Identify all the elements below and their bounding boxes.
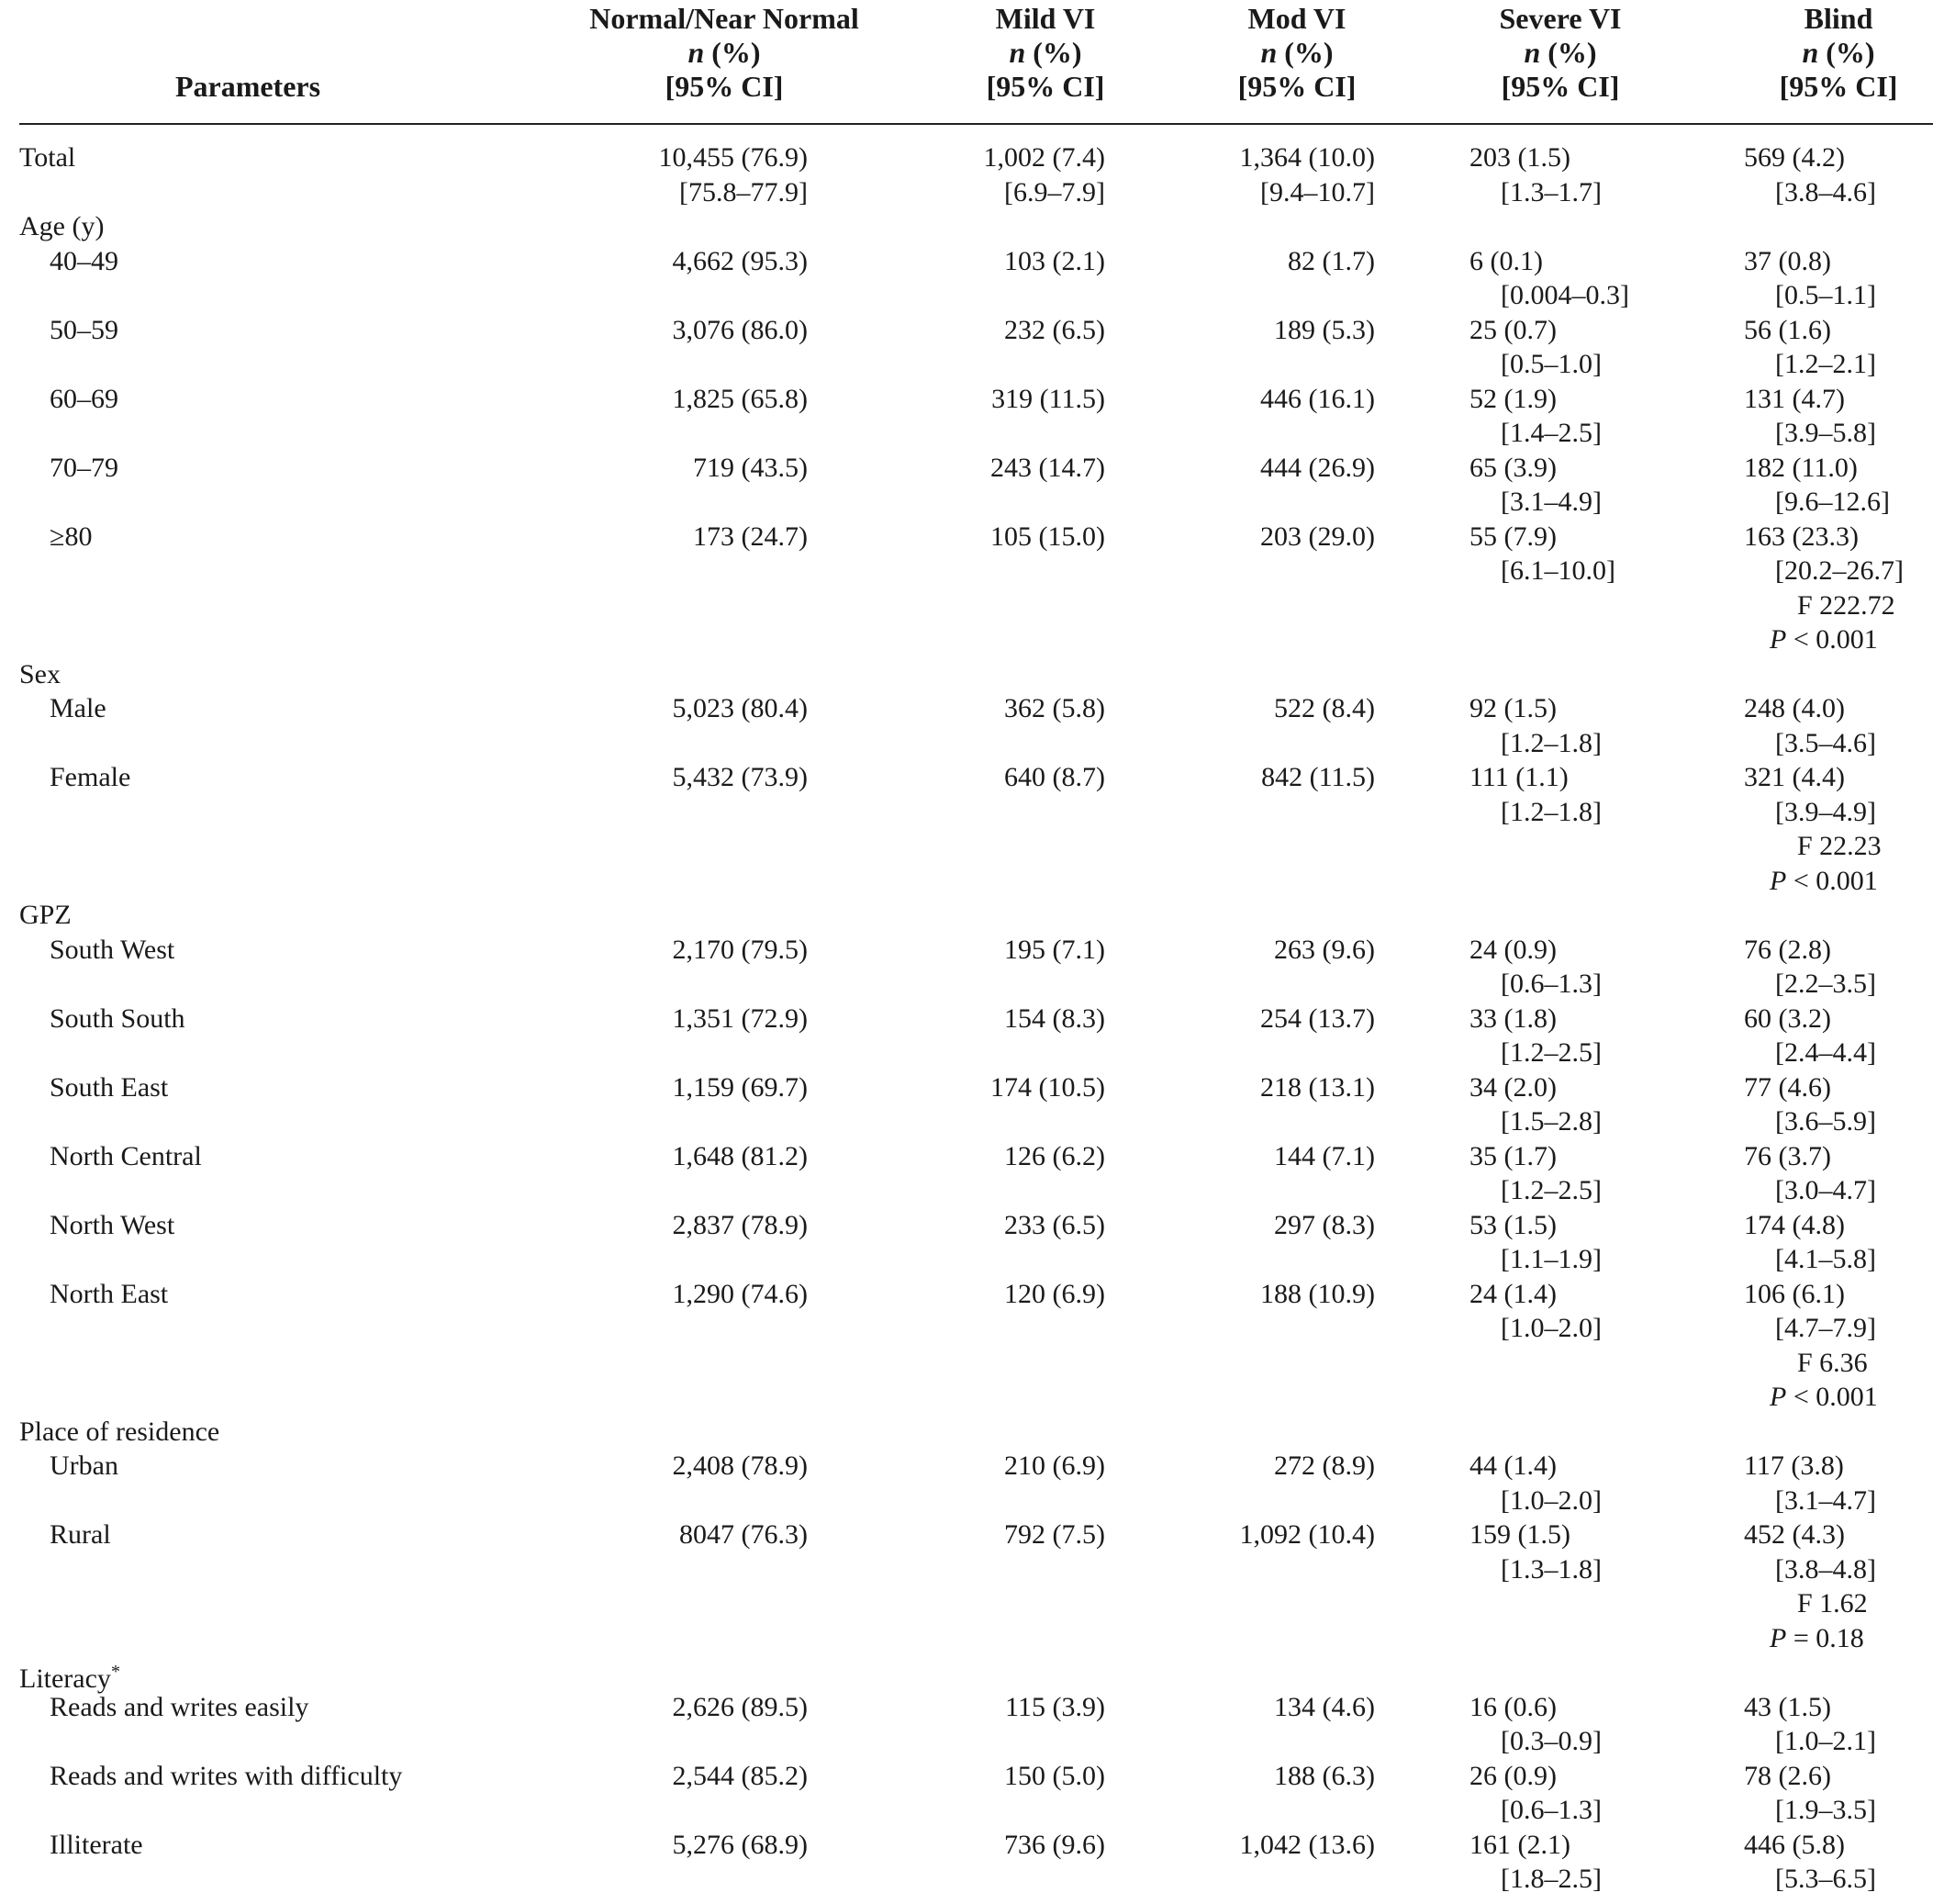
column-header-title: Severe VI [1499, 2, 1622, 35]
table-row-cell: 150 (5.0) [1004, 1760, 1105, 1791]
table-row-cell: 161 (2.1) [1469, 1829, 1570, 1860]
table-row-cell: 842 (11.5) [1261, 762, 1375, 792]
severe-ci: [0.5–1.0] [1501, 349, 1602, 379]
p-value: = 0.18 [1786, 1622, 1864, 1653]
table-row-cell: 33 (1.8) [1469, 1002, 1557, 1034]
table-row-cell: 55 (7.9) [1469, 521, 1557, 552]
table-row-cell: 24 (1.4) [1469, 1278, 1557, 1309]
group-stat-p [1770, 864, 1878, 898]
table-row-cell: 522 (8.4) [1274, 693, 1375, 723]
row-label: North Central [50, 1140, 202, 1171]
blind-ci: [3.9–4.9] [1775, 796, 1876, 827]
table-row-cell: 34 (2.0) [1469, 1071, 1557, 1103]
table-row-cell: 640 (8.7) [1004, 762, 1105, 792]
table-row-cell: 174 (4.8) [1744, 1209, 1845, 1240]
table-row-cell: 1,351 (72.9) [672, 1002, 808, 1034]
blind-ci: [1.0–2.1] [1775, 1726, 1876, 1756]
table-row-cell: 362 (5.8) [1004, 693, 1105, 723]
table-row-cell: 35 (1.7) [1469, 1140, 1557, 1171]
table-row-cell: 134 (4.6) [1274, 1691, 1375, 1722]
table-row-cell: 243 (14.7) [990, 452, 1105, 483]
row-label: Rural [50, 1519, 111, 1550]
table-row-cell: 272 (8.9) [1274, 1450, 1375, 1481]
total-row-cell: 569 (4.2) [1744, 142, 1845, 173]
blind-ci: [3.5–4.6] [1775, 727, 1876, 758]
row-label: ≥80 [50, 521, 93, 552]
severe-ci: [6.1–10.0] [1501, 555, 1615, 586]
table-row-cell: 105 (15.0) [990, 521, 1105, 552]
row-label: South West [50, 934, 175, 965]
blind-ci: [1.2–2.1] [1775, 349, 1876, 379]
table-row-cell: 6 (0.1) [1469, 245, 1543, 276]
table-row-cell: 232 (6.5) [1004, 314, 1105, 345]
column-header-n: n [1009, 36, 1026, 69]
table-row-cell: 189 (5.3) [1274, 314, 1375, 345]
table-row-cell: 452 (4.3) [1744, 1519, 1845, 1550]
p-value: < 0.001 [1786, 624, 1878, 655]
p-value: < 0.001 [1786, 865, 1878, 896]
table-row-cell: 115 (3.9) [1005, 1691, 1105, 1722]
severe-ci: [1.2–1.8] [1501, 727, 1602, 758]
table-row-cell: 159 (1.5) [1469, 1519, 1570, 1550]
severe-ci: [1.2–2.5] [1501, 1175, 1602, 1205]
group-label-text: Literacy [19, 1663, 111, 1694]
total-ci: [9.4–10.7] [1260, 176, 1375, 207]
table-row-cell: 25 (0.7) [1469, 314, 1557, 345]
column-header-n: n [687, 36, 705, 69]
table-row-cell: 319 (11.5) [991, 383, 1105, 414]
table-row-cell: 1,092 (10.4) [1239, 1519, 1375, 1550]
group-stat-p [1770, 1621, 1864, 1655]
blind-ci: [4.1–5.8] [1775, 1244, 1876, 1274]
row-label: Male [50, 693, 106, 723]
column-header-title: Normal/Near Normal [589, 2, 859, 35]
total-label: Total [19, 142, 76, 173]
table-row-cell: 82 (1.7) [1288, 245, 1375, 276]
table-row-cell: 719 (43.5) [693, 452, 808, 483]
table-row-cell: 2,544 (85.2) [672, 1760, 808, 1791]
row-label: South East [50, 1071, 169, 1103]
column-header-title: Blind [1804, 2, 1873, 35]
severe-ci: [1.0–2.0] [1501, 1484, 1602, 1516]
column-header-title: Mild VI [995, 2, 1096, 35]
blind-ci: [3.9–5.8] [1775, 418, 1876, 448]
table-row-cell: 163 (23.3) [1744, 521, 1859, 552]
table-row-cell: 43 (1.5) [1744, 1691, 1831, 1722]
table-row-cell: 106 (6.1) [1744, 1278, 1845, 1309]
column-header-ci: [95% CI] [1237, 70, 1357, 103]
table-row-cell: 182 (11.0) [1744, 452, 1858, 483]
table-row-cell: 52 (1.9) [1469, 383, 1557, 414]
table-row-cell: 44 (1.4) [1469, 1450, 1557, 1481]
table-row-cell: 5,276 (68.9) [672, 1829, 808, 1860]
table-row-cell: 2,170 (79.5) [672, 934, 808, 965]
table-row-cell: 218 (13.1) [1260, 1071, 1375, 1103]
group-label [19, 898, 72, 932]
table-row-cell: 263 (9.6) [1274, 934, 1375, 965]
group-stat-f: F 22.23 [1797, 831, 1882, 861]
row-label: Urban [50, 1450, 118, 1481]
total-ci: [1.3–1.7] [1501, 176, 1602, 207]
table-row-cell: 76 (3.7) [1744, 1140, 1831, 1171]
blind-ci: [0.5–1.1] [1775, 280, 1876, 310]
p-symbol: P [1770, 1622, 1787, 1653]
table-row-cell: 195 (7.1) [1004, 934, 1105, 965]
column-header-pct: (%) [704, 36, 761, 69]
group-label-text: Age (y) [19, 211, 105, 241]
severe-ci: [0.6–1.3] [1501, 1795, 1602, 1825]
p-value: < 0.001 [1786, 1382, 1878, 1412]
row-label: Reads and writes with difficulty [50, 1760, 403, 1791]
severe-ci: [1.4–2.5] [1501, 418, 1602, 448]
group-stat-f: F 222.72 [1797, 589, 1895, 621]
blind-ci: [1.9–3.5] [1775, 1795, 1876, 1825]
severe-ci: [0.3–0.9] [1501, 1726, 1602, 1756]
severe-ci: [1.8–2.5] [1501, 1864, 1602, 1894]
table-row-cell: 92 (1.5) [1469, 693, 1557, 723]
group-label [19, 1415, 219, 1449]
table-row-cell: 174 (10.5) [990, 1071, 1105, 1103]
table-row-cell: 233 (6.5) [1004, 1209, 1105, 1240]
column-header-ci: [95% CI] [1501, 70, 1620, 103]
column-header-n: n [1260, 36, 1278, 69]
table-row-cell: 2,626 (89.5) [672, 1691, 808, 1722]
group-stat-p [1770, 1380, 1878, 1414]
table-row-cell: 53 (1.5) [1469, 1209, 1557, 1240]
row-label: South South [50, 1002, 185, 1034]
table-row-cell: 154 (8.3) [1004, 1002, 1105, 1034]
table-row-cell: 5,023 (80.4) [672, 693, 808, 723]
column-header-pct: (%) [1025, 36, 1082, 69]
table-row-cell: 103 (2.1) [1004, 245, 1105, 276]
row-label: 50–59 [50, 314, 118, 345]
table-row-cell: 4,662 (95.3) [672, 245, 808, 276]
blind-ci: [4.7–7.9] [1775, 1313, 1876, 1343]
table-row-cell: 321 (4.4) [1744, 762, 1845, 792]
blind-ci: [2.2–3.5] [1775, 969, 1876, 999]
table-row-cell: 446 (5.8) [1744, 1829, 1845, 1860]
p-symbol: P [1770, 1382, 1787, 1412]
column-header-ci: [95% CI] [986, 70, 1105, 103]
table-row-cell: 254 (13.7) [1260, 1002, 1375, 1034]
total-ci: [6.9–7.9] [1004, 176, 1105, 207]
table-row-cell: 120 (6.9) [1004, 1278, 1105, 1309]
table-row-cell: 56 (1.6) [1744, 314, 1831, 345]
table-row-cell: 792 (7.5) [1004, 1519, 1105, 1550]
table-row-cell: 144 (7.1) [1274, 1140, 1375, 1171]
row-label: 40–49 [50, 245, 118, 276]
group-label [19, 657, 61, 691]
table-row-cell: 76 (2.8) [1744, 934, 1831, 965]
group-label-text: Sex [19, 658, 61, 689]
row-label: North East [50, 1278, 169, 1309]
table-row-cell: 78 (2.6) [1744, 1760, 1831, 1791]
table-row-cell: 26 (0.9) [1469, 1760, 1557, 1791]
group-label [19, 209, 104, 243]
table-row-cell: 203 (29.0) [1260, 521, 1375, 552]
severe-ci: [1.2–2.5] [1501, 1037, 1602, 1068]
severe-ci: [0.004–0.3] [1501, 280, 1629, 310]
blind-ci: [3.1–4.7] [1775, 1484, 1876, 1516]
severe-ci: [1.1–1.9] [1501, 1244, 1602, 1274]
table-row-cell: 1,159 (69.7) [672, 1071, 808, 1103]
table-row-cell: 444 (26.9) [1260, 452, 1375, 483]
group-stat-p [1770, 622, 1878, 656]
group-label-text: GPZ [19, 900, 72, 930]
table-row-cell: 446 (16.1) [1260, 383, 1375, 414]
table-row-cell: 297 (8.3) [1274, 1209, 1375, 1240]
blind-ci: [3.6–5.9] [1775, 1106, 1876, 1137]
severe-ci: [1.0–2.0] [1501, 1313, 1602, 1343]
table-row-cell: 5,432 (73.9) [672, 762, 808, 792]
table-row-cell: 111 (1.1) [1469, 762, 1569, 792]
column-header-ci: [95% CI] [1779, 70, 1898, 103]
row-label: Female [50, 762, 131, 792]
table-row-cell: 1,825 (65.8) [672, 383, 808, 414]
group-stat-f: F 6.36 [1797, 1347, 1868, 1378]
table-row-cell: 3,076 (86.0) [672, 314, 808, 345]
table-row-cell: 736 (9.6) [1004, 1829, 1105, 1860]
severe-ci: [1.5–2.8] [1501, 1106, 1602, 1137]
table-row-cell: 173 (24.7) [693, 521, 808, 552]
total-row-cell: 1,002 (7.4) [983, 142, 1105, 173]
header-rule [19, 123, 1933, 125]
table-row-cell: 60 (3.2) [1744, 1002, 1831, 1034]
table-row-cell: 24 (0.9) [1469, 934, 1557, 965]
column-header-n: n [1524, 36, 1541, 69]
severe-ci: [3.1–4.9] [1501, 487, 1602, 517]
row-label: Illiterate [50, 1829, 143, 1860]
table-row-cell: 1,648 (81.2) [672, 1140, 808, 1171]
blind-ci: [9.6–12.6] [1775, 487, 1890, 517]
p-symbol: P [1770, 624, 1787, 655]
table-row-cell: 210 (6.9) [1004, 1450, 1105, 1481]
row-label: 60–69 [50, 383, 118, 414]
blind-ci: [2.4–4.4] [1775, 1037, 1876, 1068]
table-row-cell: 2,408 (78.9) [672, 1450, 808, 1481]
row-label: 70–79 [50, 452, 118, 483]
blind-ci: [3.8–4.8] [1775, 1553, 1876, 1585]
column-header-pct: (%) [1818, 36, 1875, 69]
table-row-cell: 2,837 (78.9) [672, 1209, 808, 1240]
table-row-cell: 188 (10.9) [1260, 1278, 1375, 1309]
total-row-cell: 1,364 (10.0) [1239, 142, 1375, 173]
table-row-cell: 37 (0.8) [1744, 245, 1831, 276]
table-row-cell: 65 (3.9) [1469, 452, 1557, 483]
p-symbol: P [1770, 865, 1787, 896]
group-label-text: Place of residence [19, 1416, 220, 1447]
row-label: Reads and writes easily [50, 1691, 309, 1722]
table-row-cell: 1,042 (13.6) [1239, 1829, 1375, 1860]
column-header-pct: (%) [1540, 36, 1597, 69]
table-row-cell: 188 (6.3) [1274, 1760, 1375, 1791]
total-row-cell: 203 (1.5) [1469, 142, 1570, 173]
column-header-n-pct [1646, 36, 1933, 70]
column-header-n: n [1802, 36, 1819, 69]
row-label: North West [50, 1209, 175, 1240]
header-parameters: Parameters [174, 70, 321, 103]
severe-ci: [1.3–1.8] [1501, 1553, 1602, 1585]
table-row-cell: 16 (0.6) [1469, 1691, 1557, 1722]
table-row-cell: 117 (3.8) [1744, 1450, 1844, 1481]
severe-ci: [1.2–1.8] [1501, 796, 1602, 827]
column-header-pct: (%) [1277, 36, 1334, 69]
blind-ci: [20.2–26.7] [1775, 555, 1904, 586]
blind-ci: [3.0–4.7] [1775, 1175, 1876, 1205]
column-header-title: Mod VI [1247, 2, 1346, 35]
column-header-ci: [95% CI] [665, 70, 784, 103]
table-row-cell: 1,290 (74.6) [672, 1278, 808, 1309]
footnote-mark: * [110, 1662, 120, 1682]
table-row-cell: 77 (4.6) [1744, 1071, 1831, 1103]
total-row-cell: 10,455 (76.9) [658, 142, 808, 173]
total-ci: [3.8–4.6] [1775, 176, 1876, 207]
table-row-cell: 248 (4.0) [1744, 693, 1845, 723]
table-row-cell: 126 (6.2) [1004, 1140, 1105, 1171]
total-ci: [75.8–77.9] [679, 176, 808, 207]
table-row-cell: 131 (4.7) [1744, 383, 1845, 414]
table-row-cell: 8047 (76.3) [679, 1519, 808, 1550]
blind-ci: [5.3–6.5] [1775, 1864, 1876, 1894]
severe-ci: [0.6–1.3] [1501, 969, 1602, 999]
group-stat-f: F 1.62 [1797, 1588, 1868, 1618]
